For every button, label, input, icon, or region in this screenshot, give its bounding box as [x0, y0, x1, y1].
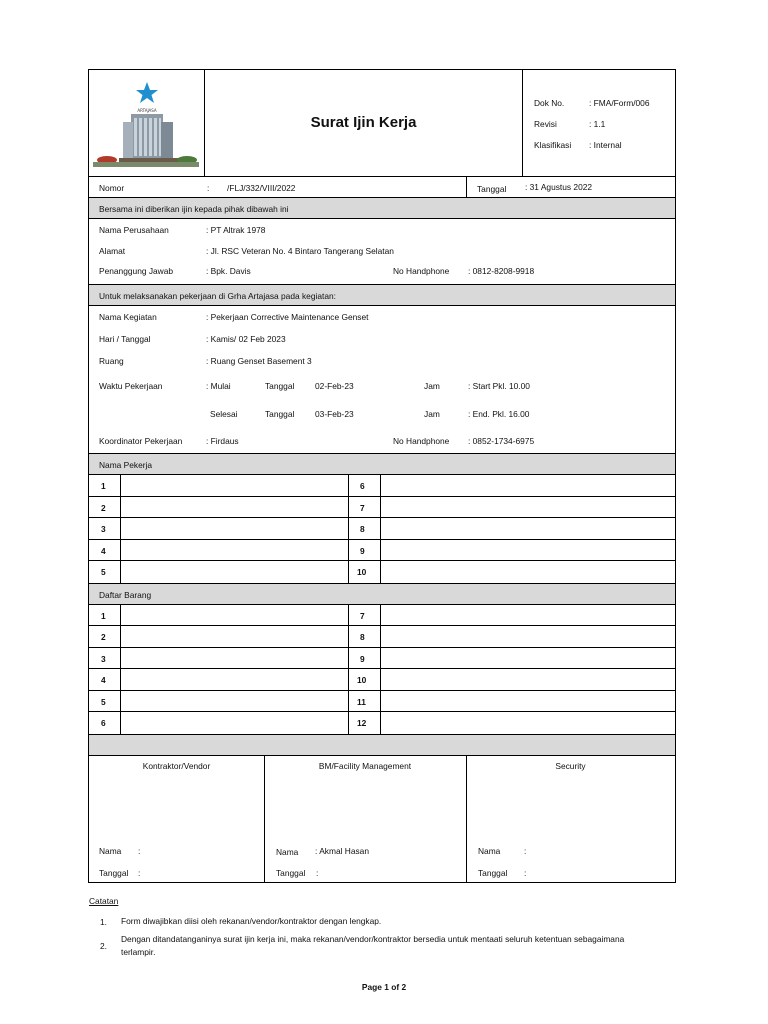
- meta-value-klasifikasi: : Internal: [589, 140, 622, 150]
- building-logo-icon: [89, 70, 205, 176]
- ruang-label: Ruang: [99, 356, 124, 366]
- hari-tanggal-value: : Kamis/ 02 Feb 2023: [206, 334, 286, 344]
- meta-label-dok: Dok No.: [534, 98, 565, 108]
- table-row: [89, 518, 675, 540]
- section-heading-pekerja: [89, 454, 675, 475]
- row-number: 11: [357, 696, 366, 707]
- row-number: 7: [360, 610, 365, 621]
- row-number: 5: [101, 567, 106, 577]
- table-row: [89, 497, 675, 519]
- mulai-tanggal-label: Tanggal: [265, 381, 295, 391]
- handphone-value: : 0812-8208-9918: [468, 266, 535, 276]
- selesai-tanggal-label: Tanggal: [265, 409, 295, 419]
- penanggung-jawab-value: : Bpk. Davis: [206, 266, 251, 276]
- divider: [466, 756, 467, 882]
- penanggung-jawab-label: Penanggung Jawab: [99, 266, 174, 276]
- signature-role-vendor: Kontraktor/Vendor: [142, 760, 211, 771]
- selesai-date: 03-Feb-23: [315, 409, 354, 419]
- notes-heading: Catatan: [89, 896, 119, 906]
- selesai-jam-label: Jam: [424, 409, 440, 419]
- koordinator-label: Koordinator Pekerjaan: [99, 436, 183, 446]
- security-tanggal-value: :: [524, 867, 527, 878]
- vendor-tanggal-label: Tanggal: [99, 867, 129, 878]
- table-row: [89, 669, 675, 691]
- row-number: 4: [101, 675, 106, 685]
- note-number: 2.: [100, 941, 107, 951]
- nomor-value: /FLJ/332/VIII/2022: [227, 183, 296, 193]
- row-number: 9: [360, 653, 365, 664]
- bm-nama-value: : Akmal Hasan: [315, 845, 369, 856]
- row-number: 7: [360, 502, 365, 513]
- alamat-value: : Jl. RSC Veteran No. 4 Bintaro Tangerang Selatan: [206, 246, 394, 256]
- note-text: Dengan ditandatanganinya surat ijin kerja ini, maka rekanan/vendor/kontraktor bersedia untuk mentaati seluruh ketentuan sebagaimana: [121, 934, 625, 944]
- section-heading-barang: [89, 584, 675, 605]
- row-number: 5: [101, 696, 106, 707]
- meta-value-revisi: : 1.1: [589, 119, 606, 129]
- table-row: [89, 648, 675, 670]
- row-number: 12: [357, 718, 367, 728]
- activity-block: [89, 306, 675, 454]
- section-heading-text: Bersama ini diberikan ijin kepada pihak dibawah ini: [99, 204, 289, 214]
- nama-kegiatan-label: Nama Kegiatan: [99, 312, 157, 322]
- vendor-nama-label: Nama: [99, 845, 122, 856]
- hari-tanggal-label: Hari / Tanggal: [99, 334, 151, 344]
- work-permit-form: [88, 69, 676, 883]
- row-number: 2: [101, 502, 106, 513]
- handphone-label: No Handphone: [393, 266, 450, 276]
- note-text-continued: terlampir.: [121, 947, 156, 957]
- title-cell: [205, 70, 523, 176]
- barang-table: [89, 605, 675, 735]
- security-nama-value: :: [524, 845, 527, 856]
- section-heading-text: Untuk melaksanakan pekerjaan di Grha Artajasa pada kegiatan:: [99, 291, 336, 301]
- nomor-row: [89, 177, 675, 198]
- bm-tanggal-value: :: [316, 867, 319, 878]
- note-text: Form diwajibkan diisi oleh rekanan/vendor/kontraktor dengan lengkap.: [121, 916, 382, 926]
- nama-kegiatan-value: : Pekerjaan Corrective Maintenance Genset: [206, 312, 369, 322]
- meta-label-klasifikasi: Klasifikasi: [534, 140, 572, 150]
- selesai-label: Selesai: [210, 409, 238, 419]
- row-number: 3: [101, 524, 106, 534]
- row-number: 3: [101, 653, 106, 664]
- table-row: [89, 712, 675, 734]
- nomor-label: Nomor: [99, 183, 125, 193]
- bm-tanggal-label: Tanggal: [276, 867, 306, 878]
- note-number: 1.: [100, 917, 107, 927]
- pekerja-table: [89, 475, 675, 584]
- row-number: 6: [360, 481, 365, 491]
- section-heading-izin: [89, 198, 675, 219]
- vendor-nama-value: :: [138, 845, 141, 856]
- alamat-label: Alamat: [99, 246, 126, 256]
- section-heading-text: Daftar Barang: [99, 589, 152, 600]
- nomor-sep: :: [207, 183, 210, 193]
- form-header: [89, 70, 675, 177]
- mulai-date: 02-Feb-23: [315, 381, 354, 391]
- mulai-label: : Mulai: [206, 381, 231, 391]
- table-row: [89, 626, 675, 648]
- row-number: 8: [360, 632, 365, 642]
- company-logo: [89, 70, 205, 176]
- mulai-jam-label: Jam: [424, 381, 440, 391]
- waktu-pekerjaan-label: Waktu Pekerjaan: [99, 381, 163, 391]
- signature-role-security: Security: [555, 760, 586, 771]
- signature-role-bm: BM/Facility Management: [318, 760, 412, 771]
- row-number: 2: [101, 632, 106, 642]
- koordinator-value: : Firdaus: [206, 436, 239, 446]
- ruang-value: : Ruang Genset Basement 3: [206, 356, 312, 366]
- row-number: 6: [101, 718, 106, 728]
- mulai-jam-value: : Start Pkl. 10.00: [468, 381, 530, 391]
- company-block: [89, 219, 675, 285]
- bm-nama-label: Nama: [276, 846, 299, 857]
- document-meta: [523, 70, 675, 176]
- row-number: 9: [360, 545, 365, 556]
- security-nama-label: Nama: [478, 845, 501, 856]
- nama-perusahaan-label: Nama Perusahaan: [99, 225, 169, 235]
- table-row: [89, 540, 675, 562]
- meta-value-dok: : FMA/Form/006: [589, 98, 650, 108]
- section-heading-kegiatan: [89, 285, 675, 306]
- row-number: 10: [357, 567, 367, 577]
- koordinator-hp-label: No Handphone: [393, 436, 450, 446]
- table-row: [89, 605, 675, 627]
- divider: [264, 756, 265, 882]
- spacer-row: [89, 735, 675, 756]
- signature-block: [89, 756, 675, 882]
- svg-text:ARTAJASA: ARTAJASA: [137, 108, 157, 113]
- table-row: [89, 475, 675, 497]
- table-row: [89, 691, 675, 713]
- nama-perusahaan-value: : PT Altrak 1978: [206, 225, 266, 235]
- koordinator-hp-value: : 0852-1734-6975: [468, 436, 535, 446]
- page-number: Page 1 of 2: [361, 982, 407, 992]
- tanggal-label: Tanggal: [477, 184, 507, 194]
- row-number: 8: [360, 524, 365, 534]
- selesai-jam-value: : End. Pkl. 16.00: [468, 409, 530, 419]
- table-row: [89, 561, 675, 583]
- document-title: Surat Ijin Kerja: [310, 114, 417, 131]
- tanggal-value: : 31 Agustus 2022: [525, 182, 593, 192]
- row-number: 10: [357, 675, 367, 685]
- row-number: 1: [101, 610, 106, 621]
- row-number: 4: [101, 545, 106, 556]
- meta-label-revisi: Revisi: [534, 119, 557, 129]
- divider: [466, 177, 467, 197]
- security-tanggal-label: Tanggal: [478, 867, 508, 878]
- row-number: 1: [101, 481, 106, 491]
- section-heading-text: Nama Pekerja: [99, 460, 153, 470]
- vendor-tanggal-value: :: [138, 867, 141, 878]
